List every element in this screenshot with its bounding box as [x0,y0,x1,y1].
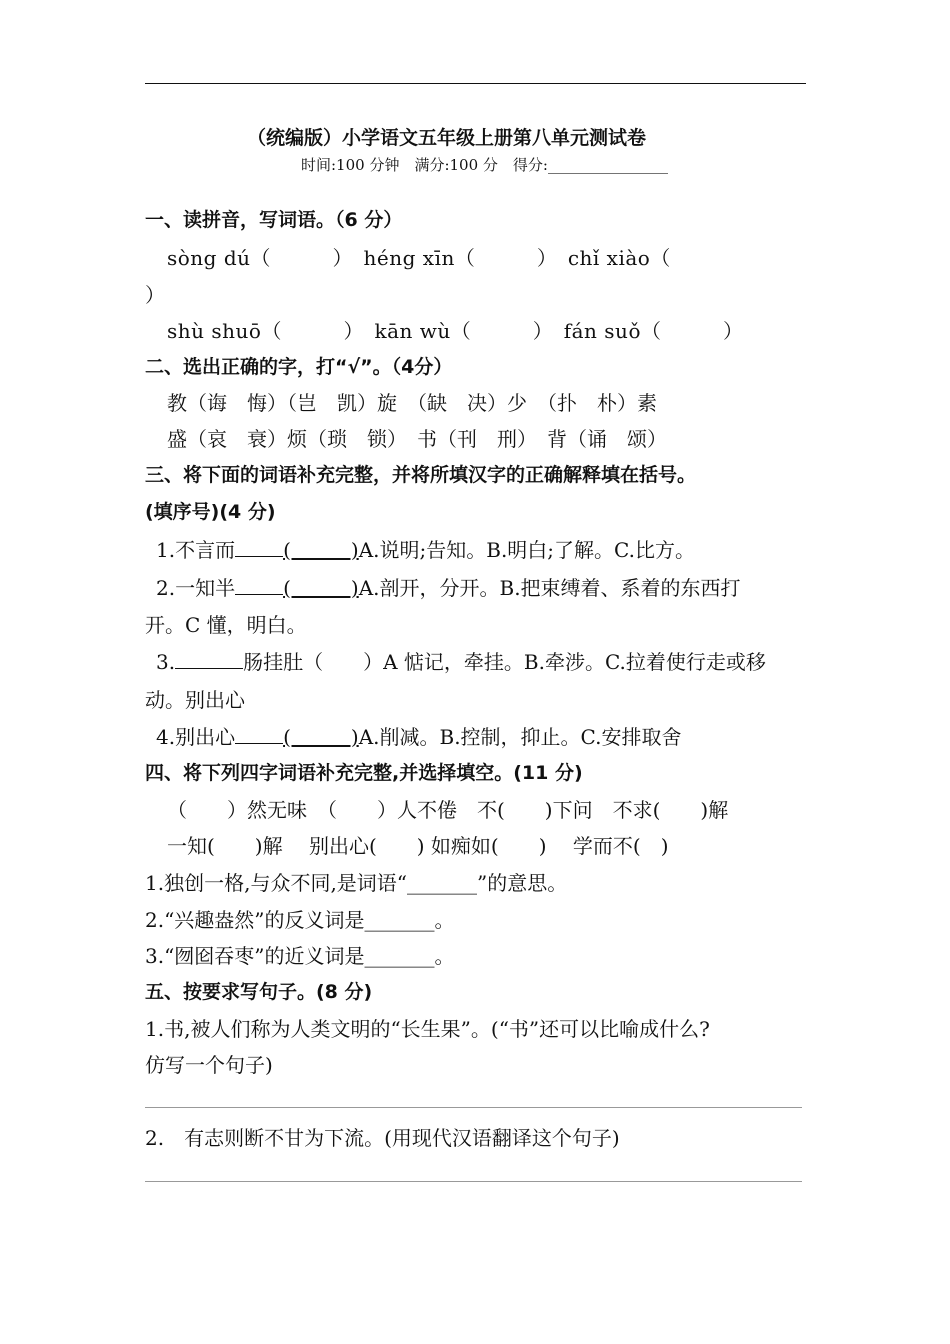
q4-prefix: 4.别出心 [156,725,236,749]
pinyin-row-2: shù shuō（ ） kān wù（ ） fán suǒ（ ） [167,319,744,343]
q3-text: 肠挂肚（ ）A 惦记，牵挂。B.牵涉。C.拉着使行走或移 [243,650,766,674]
q4-text: A.削减。B.控制，抑止。C.安排取舍 [358,725,682,749]
section-4-heading: 四、将下列四字词语补充完整,并选择填空。(11 分) [145,762,583,784]
q1-text: A.说明;告知。B.明白;了解。C.比方。 [358,538,695,562]
idiom-row-1: （ ）然无味 （ ）人不倦 不( )下问 不求( )解 [167,798,729,822]
s5-answer-line-2[interactable] [145,1181,802,1182]
q2-prefix: 2.一知半 [156,576,236,600]
s3-question-1 [156,537,695,563]
s5-question-1: 1.书,被人们称为人类文明的“长生果”。(“书”还可以比喻成什么? [145,1017,710,1041]
pinyin-row-1: sòng dú（ ） héng xīn（ ） chǐ xiào（ [167,246,671,270]
s5-question-2: 2. 有志则断不甘为下流。(用现代汉语翻译这个句子) [145,1126,620,1150]
page-title: （统编版）小学语文五年级上册第八单元测试卷 [247,127,647,149]
q2-fill-blank[interactable] [235,576,283,595]
s3-question-2-wrap: 开。C 懂，明白。 [145,613,307,637]
q1-fill-blank[interactable] [235,538,283,557]
header-rule [145,83,806,84]
s5-answer-line-1[interactable] [145,1107,802,1108]
char-choice-row-2: 盛（哀 衰）烦（琐 锁） 书（刊 刑） 背（诵 颂） [167,427,667,451]
s4-question-1: 1.独创一格,与众不同,是词语“_______”的意思。 [145,871,568,895]
q2-paren[interactable]: ( ) [283,576,359,600]
q3-fill-blank[interactable] [175,650,243,669]
pinyin-row-1-wrap: ） [145,283,165,307]
s4-question-2: 2.“兴趣盎然”的反义词是_______。 [145,908,455,932]
s4-question-3: 3.“囫囵吞枣”的近义词是_______。 [145,944,455,968]
exam-meta-text: 时间:100 分钟 满分:100 分 得分: [301,156,548,174]
idiom-row-2: 一知( )解 别出心( ) 如痴如( ) 学而不( ) [167,834,669,858]
section-2-heading: 二、选出正确的字，打“√”。（4分） [145,356,453,378]
q1-paren[interactable]: ( ) [283,538,359,562]
s5-question-1-wrap: 仿写一个句子) [145,1053,273,1077]
section-5-heading: 五、按要求写句子。(8 分) [145,981,373,1003]
q4-fill-blank[interactable] [235,725,283,744]
q3-prefix: 3. [156,650,176,674]
exam-meta [301,152,668,178]
section-3-heading-2: (填序号)(4 分) [145,501,276,523]
s3-question-3 [156,649,766,675]
s3-question-2 [156,575,741,601]
s3-question-3-wrap: 动。别出心 [145,688,245,712]
q1-prefix: 1.不言而 [156,538,236,562]
q4-paren[interactable]: ( ) [283,725,359,749]
section-3-heading: 三、将下面的词语补充完整，并将所填汉字的正确解释填在括号。 [145,464,697,486]
section-1-heading: 一、读拼音，写词语。（6 分） [145,209,403,231]
q2-text: A.剖开，分开。B.把束缚着、系着的东西打 [358,576,741,600]
char-choice-row-1: 教（诲 悔）（岂 凯）旋 （缺 决）少 （扑 朴）素 [167,391,657,415]
s3-question-4 [156,724,682,750]
score-blank: ________________ [547,156,668,174]
